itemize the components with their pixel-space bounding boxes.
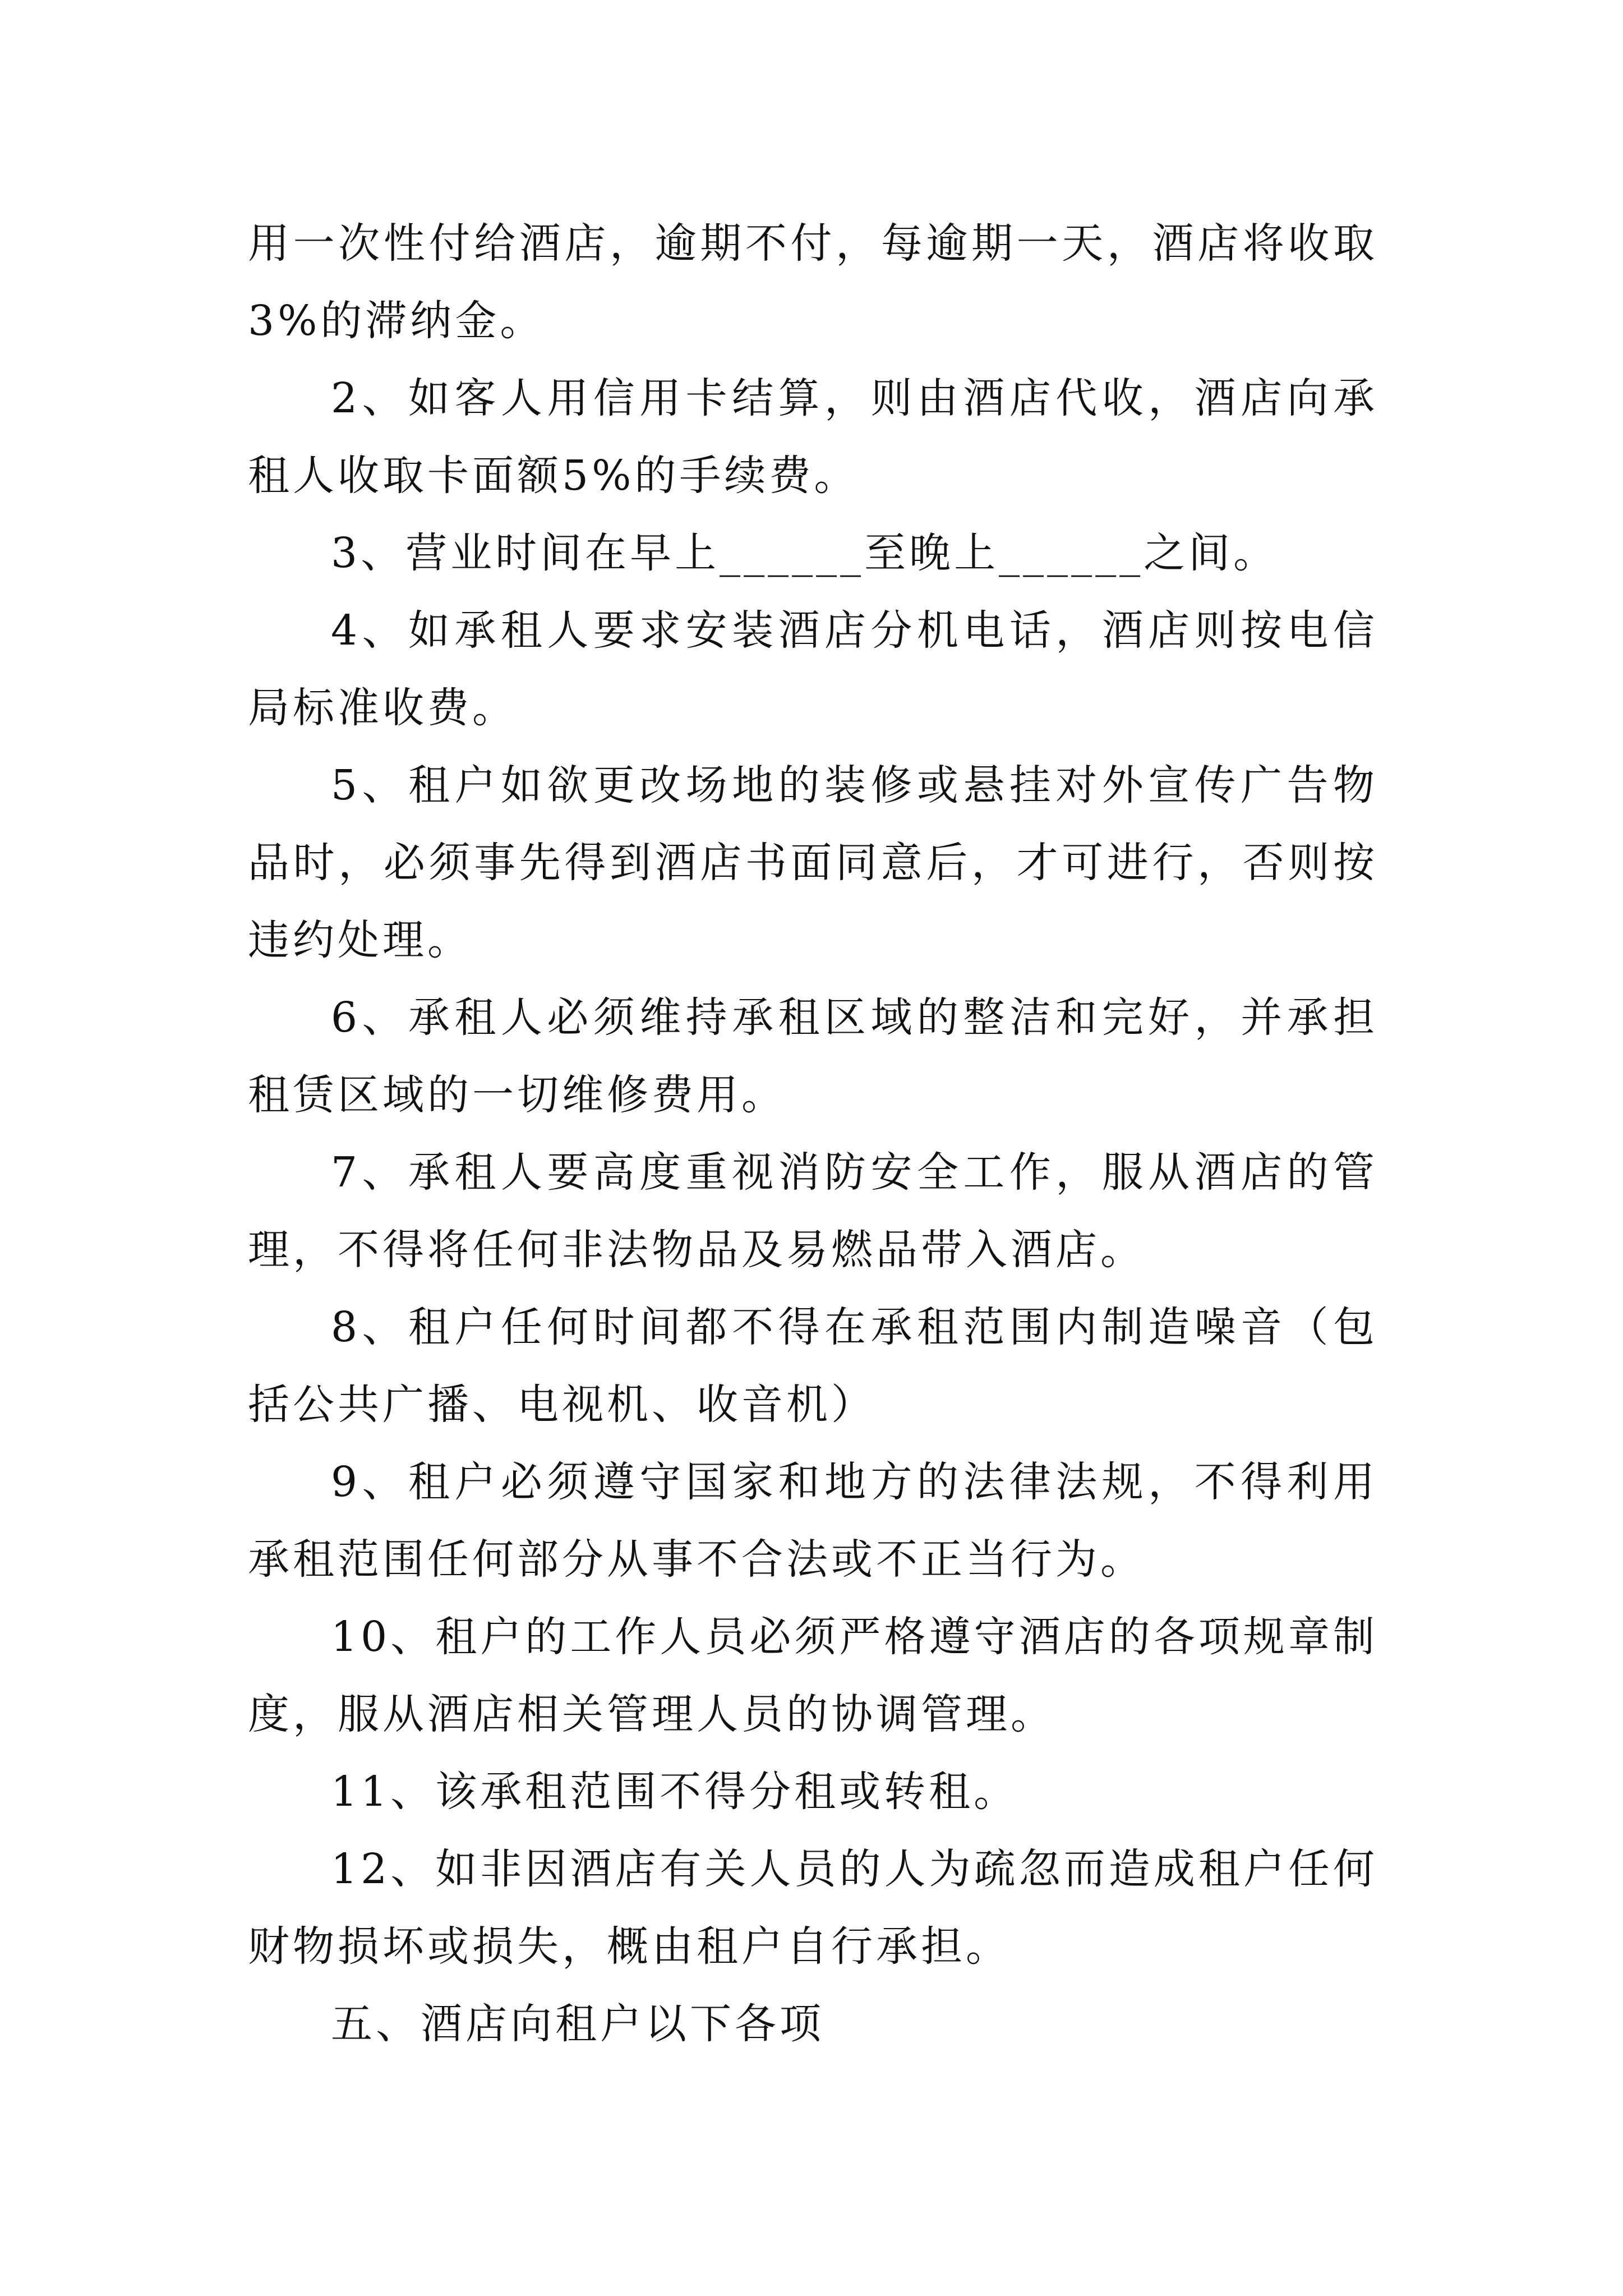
clause-8-noise: 8、租户任何时间都不得在承租范围内制造噪音（包括公共广播、电视机、收音机） (248, 1303, 1378, 1429)
paragraph-late-fee-continued: 用一次性付给酒店，逾期不付，每逾期一天，酒店将收取3%的滞纳金。 (248, 219, 1378, 345)
clause-2-credit-card: 2、如客人用信用卡结算，则由酒店代收，酒店向承租人收取卡面额5%的手续费。 (248, 374, 1378, 500)
section-5-heading: 五、酒店向租户以下各项 (331, 2000, 824, 2048)
clause-11-no-sublet: 11、该承租范围不得分租或转租。 (331, 1768, 1019, 1816)
clause-6-maintenance: 6、承租人必须维持承租区域的整洁和完好，并承担租赁区域的一切维修费用。 (248, 993, 1378, 1119)
clause-10-staff-rules: 10、租户的工作人员必须严格遵守酒店的各项规章制度，服从酒店相关管理人员的协调管理。 (248, 1613, 1378, 1738)
clause-4-extension-phone: 4、如承租人要求安装酒店分机电话，酒店则按电信局标准收费。 (248, 606, 1378, 732)
clause-5-renovation: 5、租户如欲更改场地的装修或悬挂对外宣传广告物品时，必须事先得到酒店书面同意后，才可进行，否则按违约处理。 (248, 761, 1378, 964)
document-body (248, 205, 1378, 2063)
clause-7-fire-safety: 7、承租人要高度重视消防安全工作，服从酒店的管理，不得将任何非法物品及易燃品带入酒店。 (248, 1148, 1378, 1274)
clause-9-laws: 9、租户必须遵守国家和地方的法律法规，不得利用承租范围任何部分从事不合法或不正当行为。 (248, 1458, 1378, 1584)
clause-12-liability: 12、如非因酒店有关人员的人为疏忽而造成租户任何财物损坏或损失，概由租户自行承担。 (248, 1845, 1378, 1971)
clause-3-business-hours: 3、营业时间在早上______至晚上______之间。 (331, 529, 1279, 577)
